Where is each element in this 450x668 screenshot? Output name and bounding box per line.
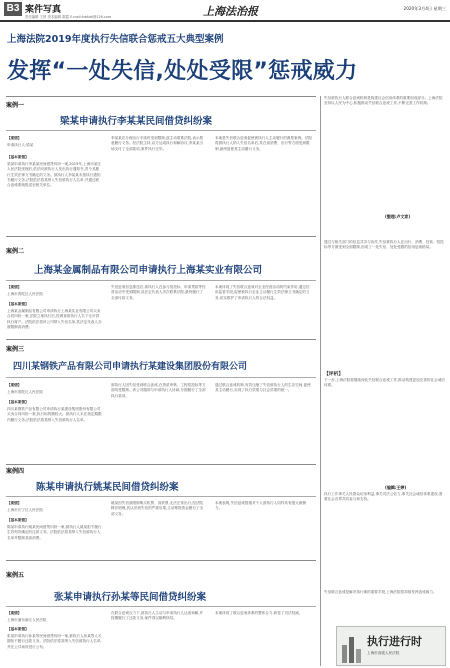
case-label: 案例二 [6,248,25,255]
divider [6,339,316,340]
case-tag: 【基本案情】 [7,400,29,404]
page-header [0,0,450,22]
divider [6,236,316,237]
case-tag: 【案情】 [7,285,22,289]
case-party: 上海市长宁区人民法院 [7,508,43,512]
sidebar-text: 失信被执行人联合惩戒机制是构建社会信用体系的重要组成部分。上海法院坚持以人民为中心,积极推动失信联合惩戒工作,不断完善工作机制。 [324,96,443,106]
case-body: 姚某因失信被限制购买机票、高铁票,无法正常出行,经法院释法明理,其认识到失信的严重后果,主动筹措资金履行了全部义务。 [111,501,204,516]
sidebar-text: 失信联合惩戒是解决执行难的重要手段,上海法院将持续发挥惩戒威力。 [324,590,437,594]
case-label: 案例五 [6,572,25,579]
header-editors: 责任编辑 王婷 美术编辑 陈霞 E-mail:fzbfzbl@126.com [25,15,112,19]
divider [6,464,316,465]
case-tag: 【案情】 [7,383,22,387]
city-skyline-icon [341,631,363,663]
ad-subtitle: 上海市高级人民法院 [367,651,400,655]
case-tag: 【基本案情】 [7,302,29,306]
case-label: 案例一 [6,102,25,109]
newspaper-logo: 上海法治报 [203,5,258,18]
comment-tag: 【评析】 [324,372,344,377]
case-body: 在联合惩戒压力下,被执行人主动与申请执行人达成和解,并按期履行了还款义务,案件得以顺利执结。 [111,611,204,621]
divider [6,96,316,97]
sidebar-text: 执行工作事关人民群众切身利益,事关司法公信力,事关社会诚信体系建设,需要社会各界共同参与和支持。 [324,492,443,502]
case-body: 被执行人因失信受到联合惩戒,在资质审核、工程招投标等方面均受限制。该公司随即与申请执行人协商,分期履行了全部执行款项。 [111,383,206,398]
article-headline: 发挥“一处失信,处处受限”惩戒威力 [7,59,358,84]
case-body: 失信惩戒信息推送后,被执行人在参与招投标、申请贷款等经营活动中受到限制,其法定代表人多次联系法院,最终履行了全部付款义务。 [111,285,206,300]
case-party: 申请执行人:梁某 [7,143,34,147]
divider [6,130,316,131]
header-date: 2020年3月4日 星期三 [403,6,446,11]
case-body: 梁某申请执行李某某民间借贷纠纷一案,2019年,上海市某区人民法院受理后,依法向被执行人发出执行通知书,责令其履行生效法律文书确定的义务。被执行人李某某未按执行通知书履行义务,法院依法将其纳入失信被执行人名单,并通过联合惩戒系统推送至相关单位。 [7,162,102,188]
case-party: 上海市浦东新区人民法院 [7,618,47,622]
case-body: 本案表明,失信惩戒措施对个人被执行人同样具有强大威慑力。 [215,501,306,511]
case-title: 梁某申请执行李某某民间借贷纠纷案 [60,116,213,127]
case-body: 陈某申请执行姚某民间借贷纠纷一案,被执行人姚某拒不履行生效判决确定的还款义务。法院依法将其纳入失信被执行人名单并限制其高消费。 [7,525,102,540]
case-tag: 【案情】 [7,611,22,615]
case-party: 上海市普陀区人民法院 [7,390,43,394]
byline: (整理:卢文家) [385,214,411,219]
ad-title: 执行进行时 [367,635,422,648]
case-title: 上海某金属制品有限公司申请执行上海某实业有限公司 [34,265,263,276]
divider [6,496,316,497]
case-tag: 【基本案情】 [7,155,29,159]
sidebar-text: 下一步,上海法院将继续深化失信联合惩戒工作,推动构建更加完善的社会诚信体系。 [324,378,445,388]
case-body: 本案是失信联合惩戒促使被执行人主动履行的典型案例。法院将被执行人纳入失信名单后,其在高消费、出行等方面受到限制,最终促使其主动履行义务。 [215,136,313,151]
case-body: 上海某金属制品有限公司申请执行上海某实业有限公司买卖合同纠纷一案,法院立案执行后,经调查被执行人名下无可供执行财产。法院依法将该公司纳入失信名单,其法定代表人亦被限制高消费。 [7,309,102,329]
case-body: 四川某钢铁产品有限公司申请执行某建设集团股份有限公司买卖合同纠纷一案,执行标的额较大。被执行人未在指定期限内履行义务,法院依法将其纳入失信被执行人名单。 [7,407,102,422]
case-body: 张某申请执行孙某等民间借贷纠纷一案,被执行人孙某等人长期拒不履行还款义务。法院依法将其纳入失信被执行人名单,并在公共场所进行公布。 [7,634,102,649]
byline: (编辑:王婷) [385,485,407,490]
column-rule [320,96,321,666]
case-title: 陈某申请执行姚某民间借贷纠纷案 [36,482,179,493]
divider [6,606,316,607]
case-body: 本案体现了联合惩戒体系的整体合力,彰显了司法权威。 [215,611,303,615]
page-code-badge: B3 [4,2,22,16]
case-title: 张某申请执行孙某等民间借贷纠纷案 [54,592,207,603]
case-body: 通过联合惩戒机制,有效压缩了失信被执行人的生存空间,促使其主动履行,实现了执行效果与社会效果的统一。 [215,383,311,393]
case-body: 李某某在办理出行手续时受到限制,遂主动联系法院,表示愿意履行义务。经法院主持,双方达成执行和解协议,李某某当场支付了全部款项,案件执行完毕。 [111,136,204,151]
article-kicker: 上海法院2019年度执行失信联合惩戒五大典型案例 [7,34,224,45]
case-party: 上海市普陀区人民法院 [7,292,43,296]
divider [6,377,316,378]
sidebar-text: 通过与相关部门的信息共享与协作,失信被执行人在出行、消费、经营、招投标等方面受到全面限制,形成了一处失信、处处受限的信用惩戒格局。 [324,240,444,250]
ad-box [336,626,446,666]
case-label: 案例三 [6,346,25,353]
section-title: 案件写真 [25,5,62,15]
divider [6,280,316,281]
case-body: 本案体现了失信联合惩戒对企业经营活动的约束作用,通过信用监管手段,促使被执行企业主动履行生效法律文书确定的义务,切实维护了申请执行人的合法权益。 [215,285,310,300]
case-tag: 【案情】 [7,501,22,505]
divider [6,560,316,561]
case-label: 案例四 [6,468,25,475]
case-tag: 【基本案情】 [7,627,29,631]
case-tag: 【基本案情】 [7,518,29,522]
case-title: 四川某钢铁产品有限公司申请执行某建设集团股份有限公司 [13,362,248,372]
header-divider [0,20,450,22]
case-tag: 【案情】 [7,136,22,140]
